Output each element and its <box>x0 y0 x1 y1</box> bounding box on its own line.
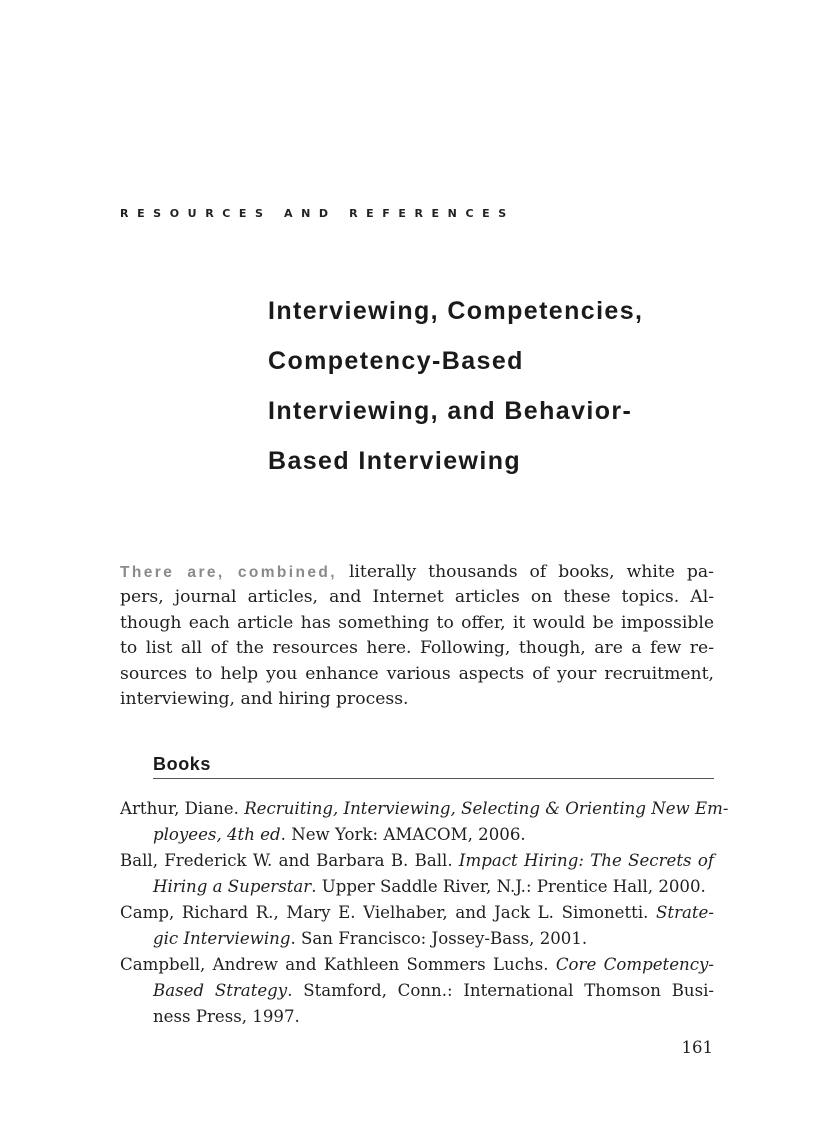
reference-list <box>120 796 729 1030</box>
reference-publication: . Stamford, Conn.: International Thomson Busi- <box>287 981 715 1000</box>
section-heading-label: Books <box>153 754 212 774</box>
intro-line: to list all of the resources here. Following, though, are a few re- <box>120 638 714 659</box>
intro-line: though each article has something to offer, it would be impossible <box>120 612 714 633</box>
chapter-title-line: Based Interviewing <box>268 447 522 475</box>
reference-title: Core Competency- <box>555 955 714 974</box>
intro-text: literally thousands of books, white pa- <box>336 562 714 582</box>
reference-publication: . New York: AMACOM, 2006. <box>280 825 526 844</box>
reference-line <box>120 822 714 848</box>
reference-entry <box>120 900 714 952</box>
reference-publication: . Upper Saddle River, N.J.: Prentice Hall, 2000. <box>311 877 706 896</box>
section-heading-books <box>153 754 714 779</box>
page-number: 161 <box>681 1038 713 1057</box>
reference-entry <box>120 848 714 900</box>
reference-title: ployees, 4th ed <box>153 825 281 844</box>
chapter-title-line: Competency-Based <box>268 347 524 375</box>
chapter-title-line: Interviewing, and Behavior- <box>268 397 633 425</box>
reference-publication: . San Francisco: Jossey-Bass, 2001. <box>290 929 588 948</box>
chapter-title <box>268 286 768 486</box>
reference-line <box>120 848 714 874</box>
reference-title: Based Strategy <box>153 981 288 1000</box>
chapter-title-line: Interviewing, Competencies, <box>268 297 644 325</box>
intro-line: interviewing, and hiring process. <box>120 689 409 710</box>
reference-line <box>120 952 714 978</box>
reference-entry <box>120 952 714 1030</box>
reference-line <box>120 926 714 952</box>
reference-line <box>120 874 714 900</box>
reference-title: Hiring a Superstar <box>153 877 312 896</box>
running-head: RESOURCES AND REFERENCES <box>120 207 515 220</box>
intro-line: pers, journal articles, and Internet articles on these topics. Al- <box>120 587 714 608</box>
reference-title: Impact Hiring: The Secrets of <box>458 851 714 870</box>
reference-title: Recruiting, Interviewing, Selecting & Orienting New Em- <box>244 799 729 818</box>
intro-line <box>120 560 714 585</box>
reference-line <box>120 796 729 822</box>
reference-line: ness Press, 1997. <box>153 1007 300 1026</box>
reference-author: Ball, Frederick W. and Barbara B. Ball. <box>120 851 459 870</box>
reference-title: Strate- <box>656 903 714 922</box>
reference-author: Campbell, Andrew and Kathleen Sommers Luchs. <box>120 955 556 974</box>
reference-line <box>120 978 714 1004</box>
reference-author: Arthur, Diane. <box>120 799 245 818</box>
reference-author: Camp, Richard R., Mary E. Vielhaber, and Jack L. Simonetti. <box>120 903 657 922</box>
reference-line <box>120 900 714 926</box>
intro-line: sources to help you enhance various aspects of your recruitment, <box>120 663 714 684</box>
reference-entry <box>120 796 729 848</box>
intro-paragraph <box>120 560 714 712</box>
reference-title: gic Interviewing <box>153 929 291 948</box>
intro-lead-in: There are, combined, <box>120 564 337 581</box>
